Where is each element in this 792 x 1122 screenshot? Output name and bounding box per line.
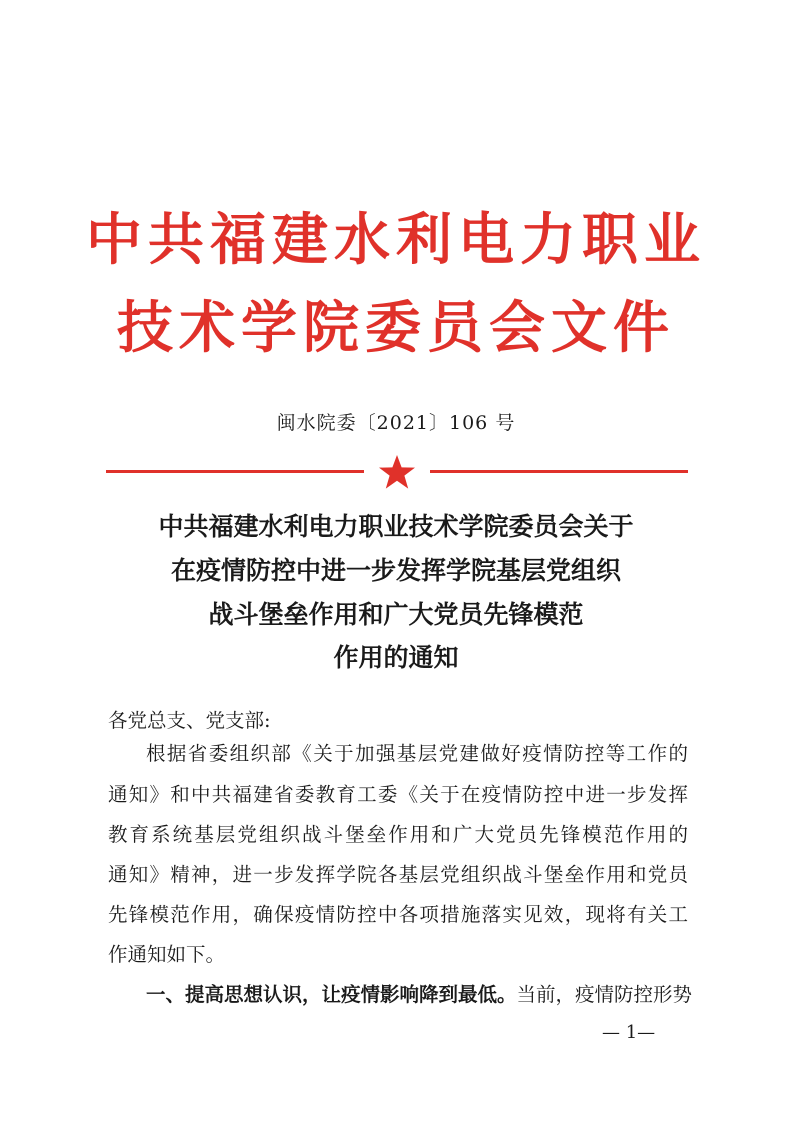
- red-header-line-2: 技术学院委员会文件: [117, 295, 675, 361]
- paragraph-2-line-1: [146, 983, 693, 1006]
- title-line-3: 战斗堡垒作用和广大党员先锋模范: [208, 600, 584, 629]
- paragraph-1-line-1: 根据省委组织部《关于加强基层党建做好疫情防控等工作的: [146, 742, 688, 765]
- page-number: — 1—: [602, 1022, 656, 1043]
- paragraph-1-line-5: 先锋模范作用，确保疫情防控中各项措施落实见效，现将有关工: [108, 903, 688, 926]
- divider-line-right: [430, 470, 688, 473]
- title-line-2: 在疫情防控中进一步发挥学院基层党组织: [170, 556, 621, 585]
- red-divider: [106, 455, 688, 489]
- title-line-1: 中共福建水利电力职业技术学院委员会关于: [158, 512, 634, 541]
- section-heading: 一、提高思想认识，让疫情影响降到最低。: [146, 983, 517, 1006]
- paragraph-1-line-6: 作通知如下。: [108, 943, 226, 966]
- red-star-icon: [377, 455, 417, 489]
- divider-line-left: [106, 470, 364, 473]
- paragraph-1-line-2: 通知》和中共福建省委教育工委《关于在疫情防控中进一步发挥: [108, 783, 688, 806]
- salutation: 各党总支、党支部:: [108, 709, 271, 732]
- paragraph-1-line-3: 教育系统基层党组织战斗堡垒作用和广大党员先锋模范作用的: [108, 823, 688, 846]
- title-line-4: 作用的通知: [333, 643, 459, 672]
- document-number: 闽水院委〔2021〕106 号: [276, 412, 516, 434]
- paragraph-1-line-4: 通知》精神，进一步发挥学院各基层党组织战斗堡垒作用和党员: [108, 863, 688, 886]
- red-header-line-1: 中共福建水利电力职业: [86, 207, 706, 273]
- paragraph-2-text: 当前，疫情防控形势: [516, 983, 693, 1006]
